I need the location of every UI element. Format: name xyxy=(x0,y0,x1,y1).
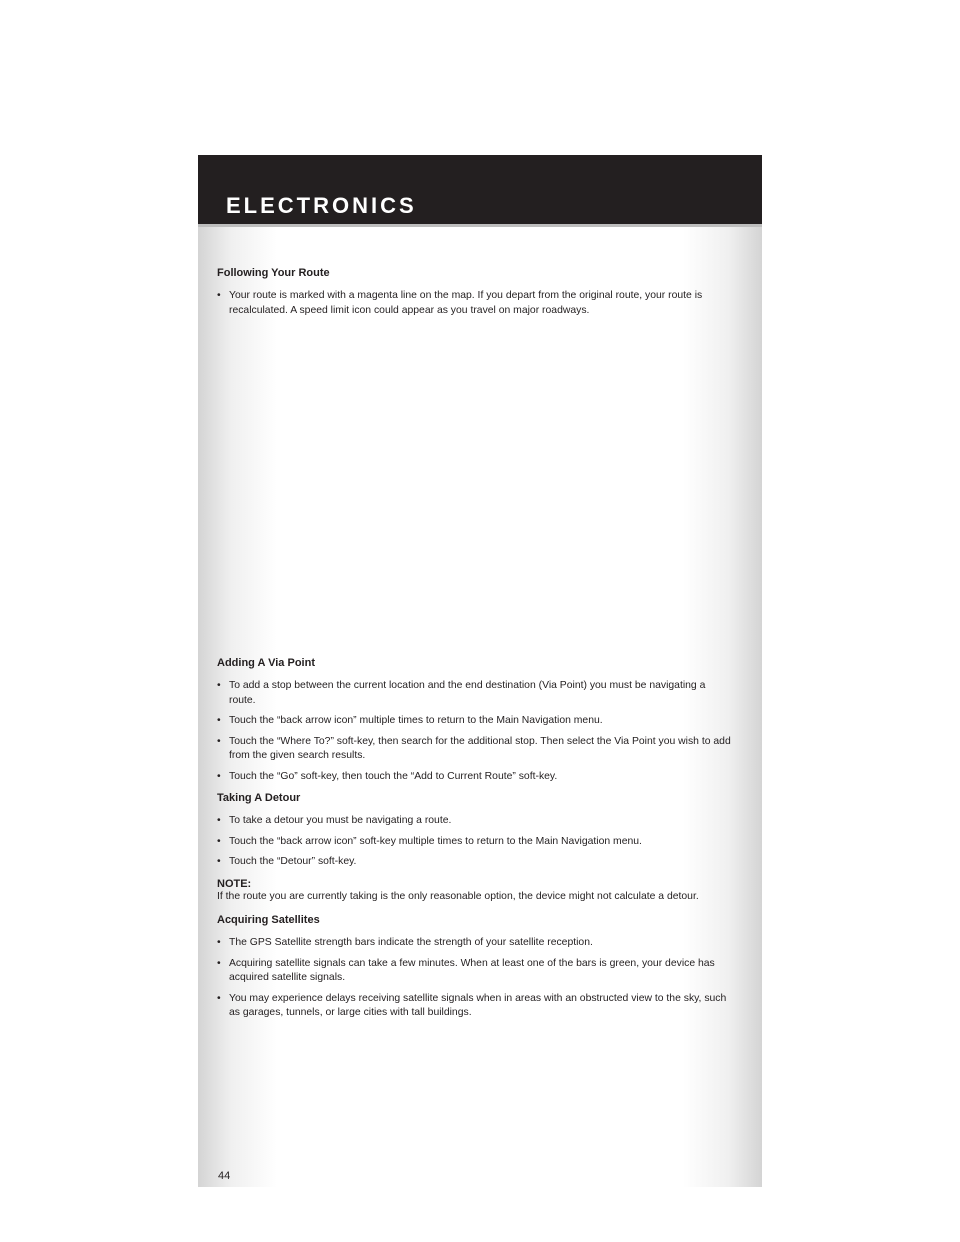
following-route-list xyxy=(198,289,762,318)
list-item: • Touch the “back arrow icon” multiple times to return to the Main Navigation menu. xyxy=(217,714,732,729)
list-item: • To take a detour you must be navigating a route. xyxy=(217,814,732,829)
image-placeholder-area xyxy=(217,347,737,647)
section-header xyxy=(198,155,762,227)
bullet-icon: • xyxy=(217,835,221,847)
satellites-list xyxy=(198,936,762,1021)
page-number: 44 xyxy=(218,1170,231,1182)
list-item: • The GPS Satellite strength bars indicate the strength of your satellite reception. xyxy=(217,936,732,951)
via-point-heading: Adding A Via Point xyxy=(217,657,315,669)
note-text: If the route you are currently taking is the only reasonable option, the device might not calculate a detour. xyxy=(217,890,699,902)
bullet-icon: • xyxy=(217,715,221,726)
manual-page xyxy=(198,155,762,1187)
bullet-icon: • xyxy=(217,856,221,867)
section-title: ELECTRONICS xyxy=(226,193,417,218)
following-route-heading: Following Your Route xyxy=(217,267,330,279)
bullet-icon: • xyxy=(217,770,221,782)
detour-list xyxy=(198,814,762,870)
bullet-icon: • xyxy=(217,992,221,1004)
list-item: • You may experience delays receiving satellite signals when in areas with an obstructed view to the sky, such as garages, tunnels, or large cities with tall buildings. xyxy=(217,992,727,1018)
bullet-icon: • xyxy=(217,735,221,747)
bullet-icon: • xyxy=(217,957,221,969)
list-item: • Acquiring satellite signals can take a few minutes. When at least one of the bars is green, your device has acquired satellite signals. xyxy=(217,957,715,983)
list-item: • Touch the “Go” soft-key, then touch the “Add to Current Route” soft-key. xyxy=(217,770,732,785)
bullet-icon: • xyxy=(217,680,221,691)
list-item: • Your route is marked with a magenta line on the map. If you depart from the original route, your route is recalculated. A speed limit icon could appear as you travel on major roadways. xyxy=(217,290,703,316)
bullet-icon: • xyxy=(217,937,221,948)
satellites-heading: Acquiring Satellites xyxy=(217,914,320,926)
navigation-sections xyxy=(198,657,762,1027)
list-item: • To add a stop between the current location and the end destination (Via Point) you must be navigating a route. xyxy=(217,680,706,706)
list-item: • Touch the “back arrow icon” soft-key multiple times to return to the Main Navigation menu. xyxy=(217,835,732,850)
bullet-icon: • xyxy=(217,815,221,826)
via-point-list xyxy=(198,679,762,784)
detour-heading: Taking A Detour xyxy=(217,792,301,804)
list-item: • Touch the “Detour” soft-key. xyxy=(217,855,732,870)
following-route-section xyxy=(198,267,762,324)
list-item: • Touch the “Where To?” soft-key, then search for the additional stop. Then select the Via Point you wish to add from the given search results. xyxy=(217,735,731,761)
note-label: NOTE: xyxy=(217,877,252,890)
bullet-icon: • xyxy=(217,290,221,301)
